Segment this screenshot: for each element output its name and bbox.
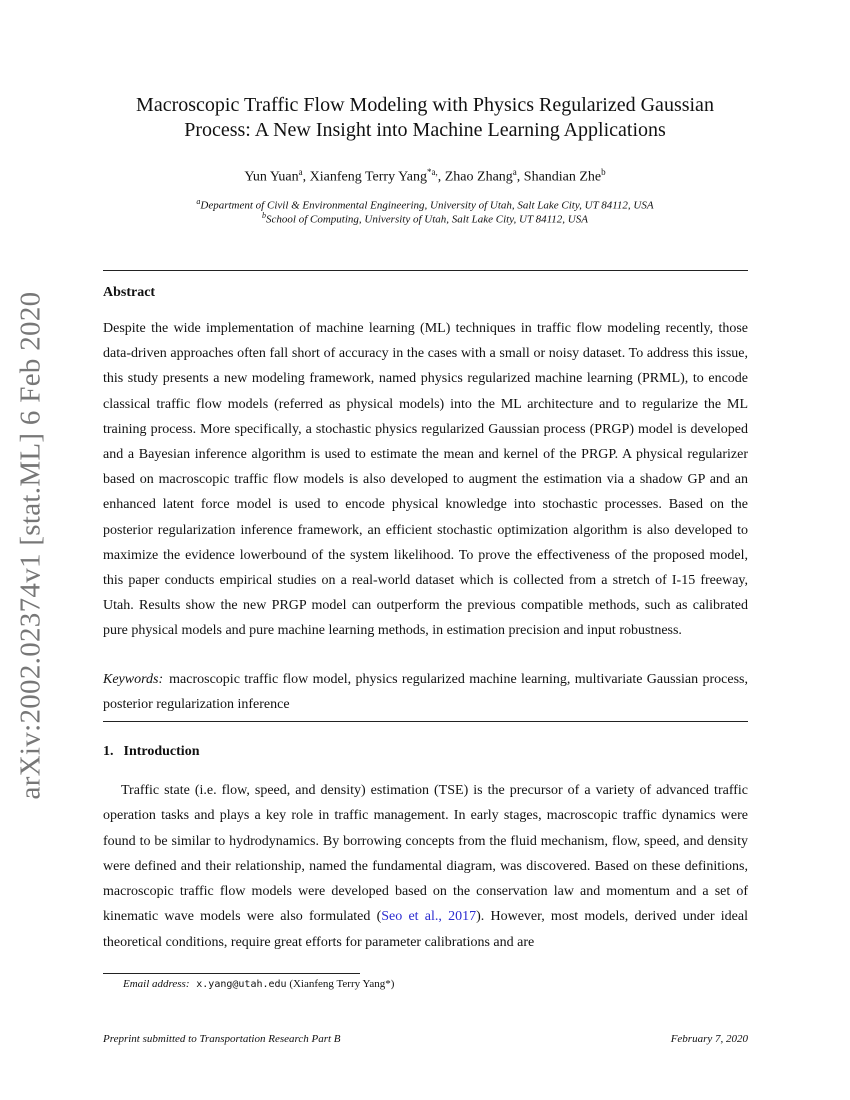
author-name: Zhao Zhang [444,169,513,185]
paper-title [0,93,850,143]
affiliation-text: School of Computing, University of Utah, Salt Lake City, UT 84112, USA [266,213,588,226]
abstract-heading: Abstract [103,285,156,300]
introduction-paragraph [103,778,748,955]
affiliation-mark: b [262,211,267,220]
affiliation-b [0,209,850,227]
author-affiliation-mark: a [298,167,303,177]
title-line-2: Process: A New Insight into Machine Learning Applications [184,119,666,141]
citation-link[interactable]: Seo et al., 2017 [381,909,477,925]
section-number: 1. [103,744,114,759]
footnote-rule [103,973,360,974]
intro-text-continued: ). However, most models, derived under ideal theoretical conditions, require great efforts for parameter calibrations and are [103,909,748,950]
keywords [103,667,748,717]
abstract-top-rule [103,270,748,271]
section-title: Introduction [123,744,200,759]
footer-venue: Preprint submitted to Transportation Research Part B [103,1033,341,1045]
title-line-1: Macroscopic Traffic Flow Modeling with Physics Regularized Gaussian [136,94,714,116]
author-affiliation-mark: b [601,167,606,177]
intro-text: Traffic state (i.e. flow, speed, and density) estimation (TSE) is the precursor of a variety of advanced traffic operation tasks and plays a key role in traffic management. In early stages, macroscopic traffic dynamics were found to be similar to hydrodynamics. By borrowing concepts from the fluid mechanism, flow, speed, and density were defined and their relationship, named the fundamental diagram, was discovered. Based on these definitions, macroscopic traffic flow models were developed based on the conservation law and momentum and a set of kinematic wave models were also formulated ( [103,783,748,925]
author-list: Yun Yuan$^a$, Xianfeng Terry Yang$^{*a,}$, Zhao Zhang$^a$, Shandian Zhe$^b$ [244,167,606,185]
author-affiliation-mark: a [512,167,517,177]
section-heading [103,744,199,760]
keywords-label: Keywords: [103,672,164,687]
footnote-owner: (Xianfeng Terry Yang*) [289,978,395,990]
abstract-bottom-rule [103,721,748,722]
footnote-label: Email address: [123,978,190,990]
abstract-text: Despite the wide implementation of machine learning (ML) techniques in traffic flow modeling recently, those data-driven approaches often fall short of accuracy in the cases with a small or noisy dataset. To address this issue, this study presents a new modeling framework, named physics regularized machine learning (PRML), to encode classical traffic flow models (referred as physical models) into the ML architecture and to regularize the ML training process. More specifically, a stochastic physics regularized Gaussian process (PRGP) model is developed and a Bayesian inference algorithm is used to estimate the mean and kernel of the PRGP. A physical regularizer based on macroscopic traffic flow models is also developed to augment the estimation via a shadow GP and an enhanced latent force model is used to encode physical knowledge into stochastic processes. Based on the posterior regularization inference framework, an efficient stochastic optimization algorithm is also developed to maximize the evidence lowerbound of the system likelihood. To prove the effectiveness of the proposed model, this paper conducts empirical studies on a real-world dataset which is collected from a stretch of I-15 freeway, Utah. Results show the new PRGP model can outperform the previous compatible methods, such as calibrated pure physical models and pure machine learning methods, in estimation precision and input robustness. [103,321,748,639]
affiliation-text: Department of Civil & Environmental Engineering, University of Utah, Salt Lake City, UT 84112, USA [200,199,654,212]
author-name: Yun Yuan [244,169,299,185]
footnote [123,978,394,990]
footnote-email: x.yang@utah.edu [196,979,287,990]
affiliation-mark: a [196,197,201,206]
arxiv-identifier-text: arXiv:2002.02374v1 [stat.ML] 6 Feb 2020 [14,291,47,799]
author-name: Shandian Zhe [523,169,602,185]
author-name: Xianfeng Terry Yang [309,169,427,185]
arxiv-identifier-stamp [8,291,54,799]
footer-date: February 7, 2020 [670,1033,748,1045]
keywords-text: macroscopic traffic flow model, physics regularized machine learning, multivariate Gaussian process, posterior regularization inference [103,672,748,712]
author-affiliation-mark: *a, [427,167,438,177]
